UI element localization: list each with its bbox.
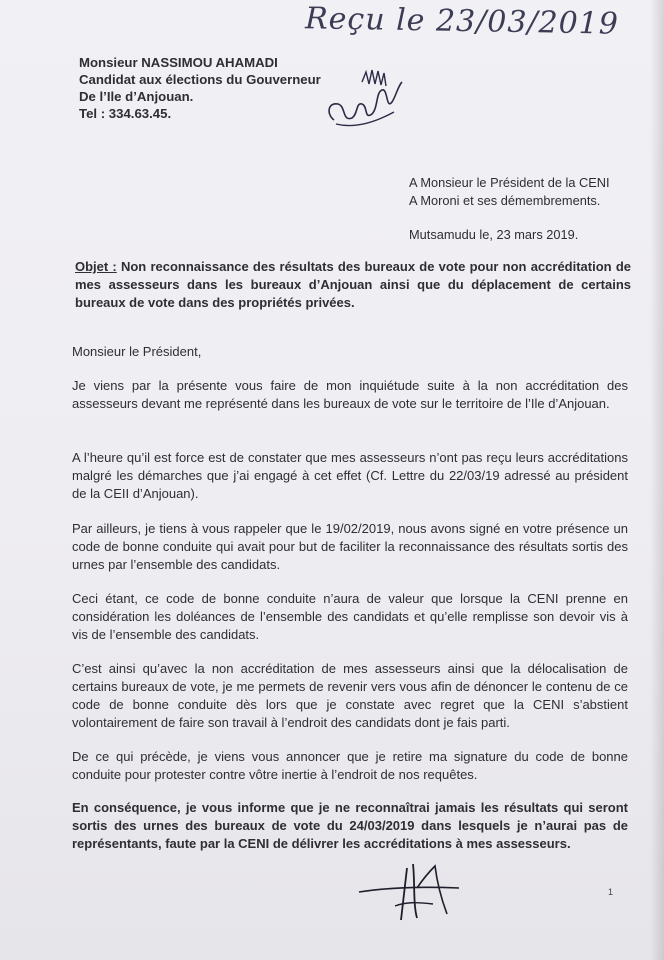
recipient-line1: A Monsieur le Président de la CENI xyxy=(409,175,610,190)
salutation: Monsieur le Président, xyxy=(72,344,202,359)
sender-tel: Tel : 334.63.45. xyxy=(79,106,172,121)
sender-title-line2: De l’Ile d’Anjouan. xyxy=(79,89,194,104)
paragraph-1: Je viens par la présente vous faire de mon inquiétude suite à la non accréditation des assesseurs devant me représenté dans les bureaux de vote sur le territoire de l’Ile d’Anjouan. xyxy=(72,378,628,411)
subject-label: Objet : xyxy=(75,259,117,274)
handwritten-signature xyxy=(355,858,475,930)
conclusion-paragraph: En conséquence, je vous informe que je ne reconnaîtrai jamais les résultats qui seront sortis des urnes des bureaux de vote du 24/03/2019 dans lesquels je n’aurai pas de représentants, faute par la CENI de délivrer les accréditations à mes assesseurs. xyxy=(72,800,628,851)
paragraph-6: De ce qui précède, je viens vous annoncer que je retire ma signature du code de bonne conduite pour protester contre vôtre inertie à l’endroit de nos requêtes. xyxy=(72,749,628,782)
handwritten-initials-signature xyxy=(322,62,412,142)
place-and-date: Mutsamudu le, 23 mars 2019. xyxy=(409,227,579,242)
received-handwritten-note: Reçu le 23/03/2019 xyxy=(304,1,620,42)
page-number: 1 xyxy=(608,887,614,897)
paragraph-3: Par ailleurs, je tiens à vous rappeler que le 19/02/2019, nous avons signé en votre présence un code de bonne conduite qui avait pour but de faciliter la reconnaissance des résultats sortis des urnes par l’ensemble des candidats. xyxy=(72,521,628,572)
paragraph-4: Ceci étant, ce code de bonne conduite n’aura de valeur que lorsque la CENI prenne en considération les doléances de l’ensemble des candidats et qu’elle remplisse son devoir vis à vis de l’ensemble des candidats. xyxy=(72,591,628,642)
paragraph-2: A l’heure qu’il est force est de constater que mes assesseurs n’ont pas reçu leurs accréditations malgré les démarches que j’ai engagé à cet effet (Cf. Lettre du 22/03/19 adressé au président de la CEII d’Anjouan). xyxy=(72,450,628,501)
sender-name: Monsieur NASSIMOU AHAMADI xyxy=(79,55,278,70)
recipient-block xyxy=(409,174,649,210)
sender-title-line1: Candidat aux élections du Gouverneur xyxy=(79,72,321,87)
subject-block xyxy=(75,258,631,312)
recipient-line2: A Moroni et ses démembrements. xyxy=(409,193,601,208)
sender-block xyxy=(79,54,339,122)
subject-text: Non reconnaissance des résultats des bureaux de vote pour non accréditation de mes assesseurs dans les bureaux d’Anjouan ainsi que du déplacement de certains bureaux de vote dans des propriétés privées. xyxy=(75,259,631,310)
paragraph-5: C’est ainsi qu’avec la non accréditation de mes assesseurs ainsi que la délocalisation de certains bureaux de vote, je me permets de revenir vers vous afin de dénoncer le contenu de ce code de bonne conduite dès lors que je constate avec regret que la CENI s’abstient volontairement de faire son travail à l’endroit des candidats dont je fais parti. xyxy=(72,661,628,730)
